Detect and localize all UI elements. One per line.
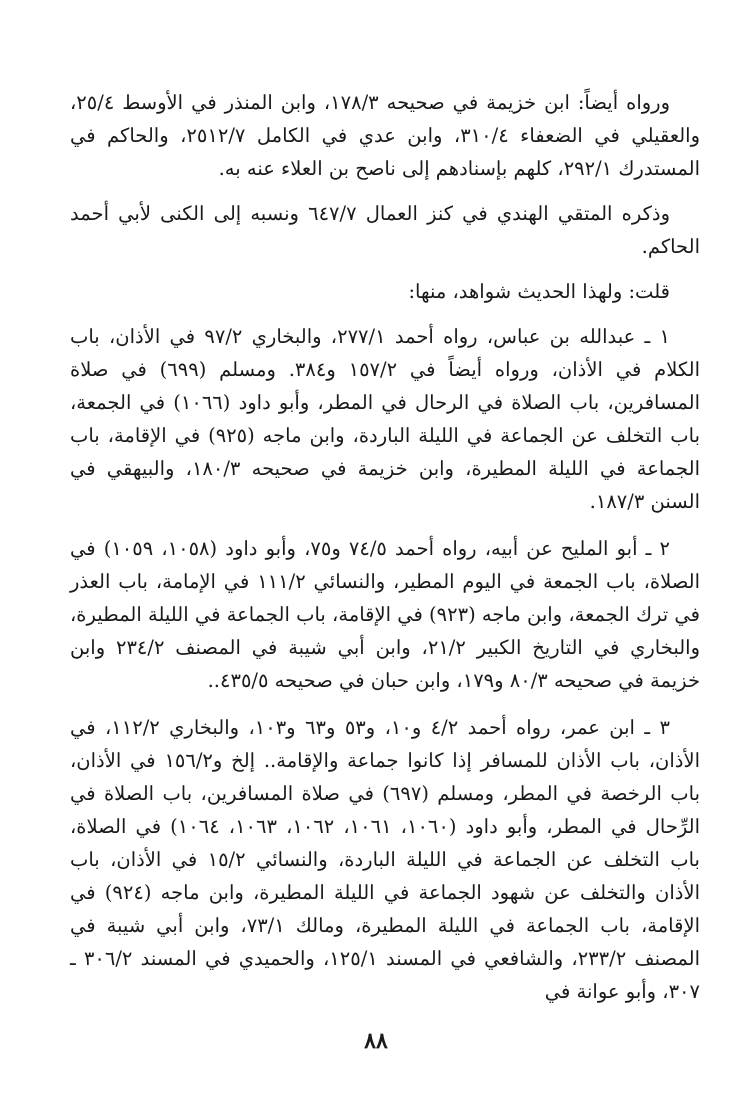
paragraph-abu-al-malih: ٢ ـ أبو المليح عن أبيه، رواه أحمد ٧٤/٥ و٧٥، وأبو داود (١٠٥٨، ١٠٥٩) في الصلاة، باب الجمعة في اليوم المطير، والنسائي ١١١/٢ في الإمامة، باب العذر في ترك الجمعة، وابن ماجه (٩٢٣) في الإقامة، باب الجماعة في الليلة المطيرة، والبخاري في التاريخ الكبير ٢١/٢، وابن أبي شيبة في المصنف ٢٣٤/٢ وابن خزيمة في صحيحه ٨٠/٣ و١٧٩، وابن حبان في صحيحه ٤٣٥/٥..	[70, 537, 701, 692]
paragraph-shawahid-intro: قلت: ولهذا الحديث شواهد، منها:	[408, 280, 670, 303]
paragraph-kanz-al-ummal: وذكره المتقي الهندي في كنز العمال ٦٤٧/٧ ونسبه إلى الكنى لأبي أحمد الحاكم.	[70, 202, 700, 258]
page-body	[70, 86, 700, 1008]
paragraph-ibn-abbas: ١ ـ عبدالله بن عباس، رواه أحمد ٢٧٧/١، والبخاري ٩٧/٢ في الأذان، باب الكلام في الأذان، ورواه أيضاً في ١٥٧/٢ و٣٨٤. ومسلم (٦٩٩) في صلاة المسافرين، باب الصلاة في الرحال في المطر، وأبو داود (١٠٦٦) في الجمعة، باب التخلف عن الجماعة في الليلة الباردة، وابن ماجه (٩٢٥) في الإقامة، باب الجماعة في الليلة المطيرة، وابن خزيمة في صحيحه ١٨٠/٣، والبيهقي في السنن ١٨٧/٣.	[70, 325, 701, 513]
paragraph-ibn-umar: ٣ ـ ابن عمر، رواه أحمد ٤/٢ و١٠، و٥٣ و٦٣ و١٠٣، والبخاري ١١٢/٢، في الأذان، باب الأذان للمسافر إذا كانوا جماعة والإقامة.. إلخ و١٥٦/٢ في الأذان، باب الرخصة في المطر، ومسلم (٦٩٧) في صلاة المسافرين، باب الصلاة في الرِّحال في المطر، وأبو داود (١٠٦٠، ١٠٦١، ١٠٦٢، ١٠٦٣، ١٠٦٤) في الصلاة، باب التخلف عن الجماعة في الليلة الباردة، والنسائي ١٥/٢ في الأذان، باب الأذان والتخلف عن شهود الجماعة في الليلة المطيرة، وابن ماجه (٩٢٤) في الإقامة، باب الجماعة في الليلة المطيرة، ومالك ٧٣/١، وابن أبي شيبة في المصنف ٢٣٣/٢، والشافعي في المسند ١٢٥/١، والحميدي في المسند ٣٠٦/٢ ـ ٣٠٧، وأبو عوانة في	[70, 716, 701, 1003]
page-number: ٨٨	[364, 1028, 388, 1054]
paragraph-ibn-khuzaymah: ورواه أيضاً: ابن خزيمة في صحيحه ١٧٨/٣، وابن المنذر في الأوسط ٢٥/٤، والعقيلي في الضعفاء ٣١٠/٤، وابن عدي في الكامل ٢٥١٢/٧، والحاكم في المستدرك ٢٩٢/١، كلهم بإسنادهم إلى ناصح بن العلاء عنه به.	[70, 91, 700, 180]
